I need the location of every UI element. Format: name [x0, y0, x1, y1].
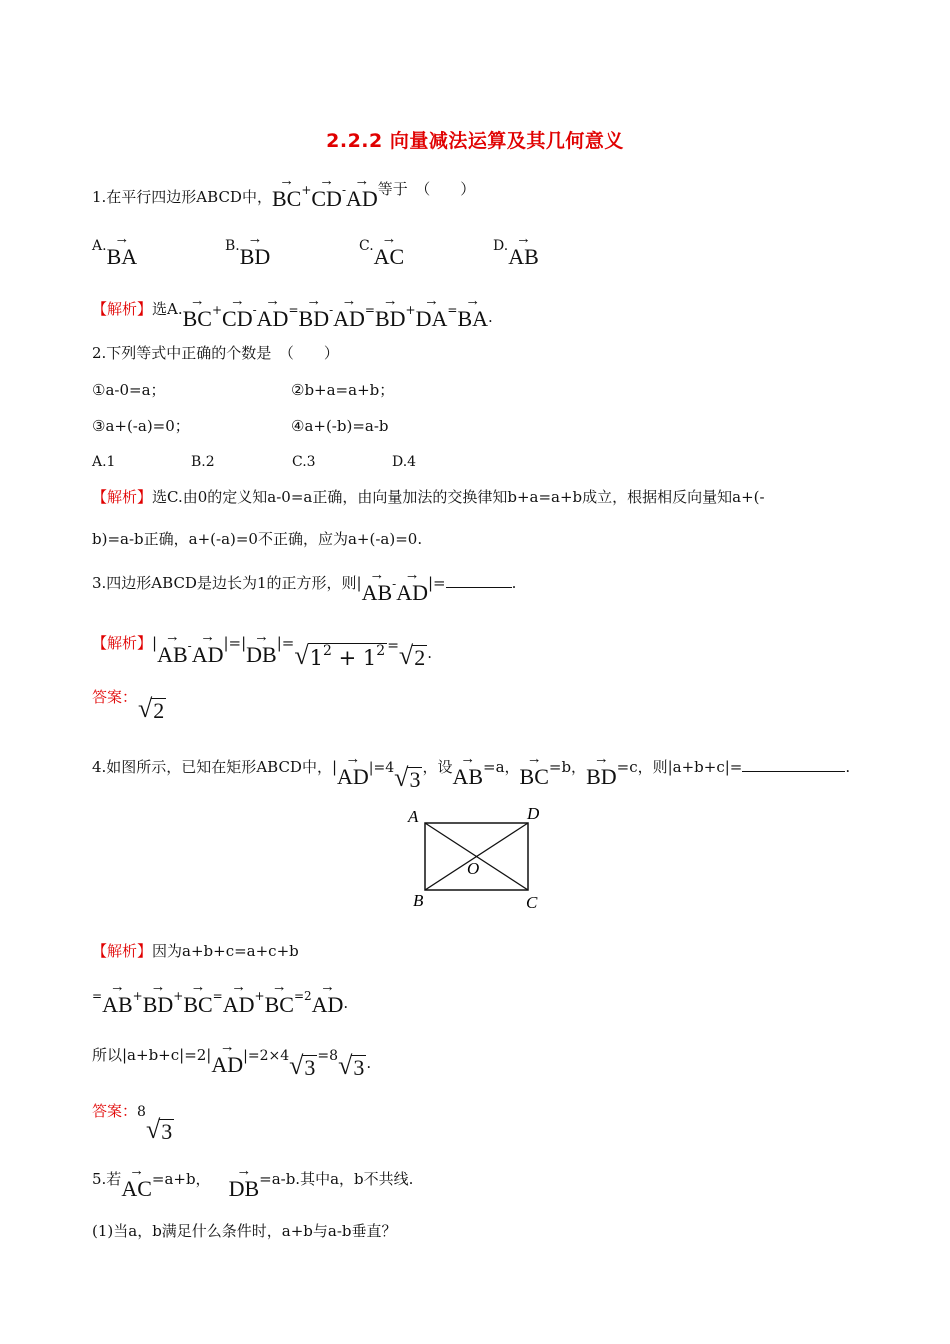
q1-option-b: B. → BD [225, 231, 271, 269]
q2-option-c: C.3 [292, 454, 316, 470]
vector-bc: → BC [271, 173, 302, 211]
page-title: 2.2.2 向量减法运算及其几何意义 [326, 130, 624, 152]
analysis-tag: 【解析】 [92, 300, 153, 318]
label-d: D [527, 804, 540, 823]
label-o: O [467, 859, 480, 878]
q3-stem-text: 3.四边形ABCD是边长为1的正方形，则| [92, 574, 362, 592]
analysis-text: 因为a+b+c=a+c+b [152, 942, 299, 960]
q2-analysis-line2: b)=a-b正确，a+(-a)=0不正确，应为a+(-a)=0. [92, 530, 423, 548]
q3-stem: 3.四边形ABCD是边长为1的正方形，则| → AB- → AD|= . [92, 567, 517, 605]
q4-analysis-line2: = → AB+ → BD+ → BC= → AD+ → $BC^{=2}$ → AD. [92, 979, 349, 1017]
sqrt-expression: √ $1^2 + 1^2$ [294, 641, 386, 670]
q4-analysis-line1 [92, 944, 299, 959]
q1-stem [92, 173, 476, 211]
q1-tail: 等于 （ ） [377, 180, 476, 198]
answer-blank [446, 587, 512, 588]
analysis-tag: 【解析】 [92, 942, 153, 960]
analysis-text: 选A. [152, 300, 183, 318]
q1-analysis: 【解析】选A. → BC+ → CD- → AD= → BD- → AD= → BD+ → DA= → BA. [92, 293, 493, 331]
analysis-tag: 【解析】 [92, 634, 153, 652]
q2-item-1: ①a-0=a； [92, 381, 166, 399]
q2-item-3: ③a+(-a)=0； [92, 417, 190, 435]
q4-analysis-line3: 所以|a+b+c|=2| → AD|=2×4 √ 3 =8 √ 3 . [92, 1039, 372, 1080]
answer-blank [742, 771, 845, 772]
label-b: B [413, 891, 424, 910]
q1-option-c: C. → AC [359, 231, 405, 269]
q2-option-a: A.1 [92, 454, 116, 470]
q2-option-d: D.4 [392, 454, 417, 470]
analysis-tag: 【解析】 [92, 488, 153, 506]
q3-answer: 答案： √ 2 [92, 688, 165, 723]
q3-analysis: 【解析】| → AB- → AD|=| → DB|= √ $1^2 + 1^2$ = √ 2 . [92, 629, 432, 670]
q2-analysis-line1 [92, 490, 765, 505]
vector-ad: → AD [396, 567, 428, 605]
q1-option-a: A. → BA [92, 231, 138, 269]
q2-option-b: B.2 [191, 454, 215, 470]
q2-item-2: ②b+a=a+b； [291, 381, 395, 399]
q4-stem: 4.如图所示，已知在矩形ABCD中，| → AD|=4 √ 3 ，设 → AB=a， → BC=b， → BD=c，则|a+b+c|= . [92, 751, 851, 792]
vector-ab: → AB [361, 567, 393, 605]
q5-stem: 5.若 → AC=a+b， → DB=a-b.其中a，b不共线. [92, 1163, 414, 1201]
q5-part1: (1)当a，b满足什么条件时，a+b与a-b垂直？ [92, 1222, 397, 1240]
op: + [301, 183, 312, 197]
q2-stem: 2.下列等式中正确的个数是 （ ） [92, 344, 339, 362]
label-a: A [408, 807, 419, 826]
q2-item-4: ④a+(-b)=a-b [291, 417, 389, 435]
vector-cd: → CD [311, 173, 342, 211]
rectangle-figure [400, 800, 560, 915]
q4-answer: 答案：8 √ 3 [92, 1102, 173, 1144]
answer-label: 答案： [92, 1102, 138, 1120]
q1-stem-text: 1.在平行四边形ABCD中， [92, 188, 272, 206]
q1-option-d: D. → AB [493, 231, 539, 269]
vector-ad: → AD [346, 173, 378, 211]
op: - [341, 183, 346, 197]
label-c: C [526, 893, 538, 912]
answer-label: 答案： [92, 688, 138, 706]
analysis-text: 选C.由0的定义知a-0=a正确，由向量加法的交换律知b+a=a+b成立，根据相反向量知a+(- [152, 488, 765, 506]
